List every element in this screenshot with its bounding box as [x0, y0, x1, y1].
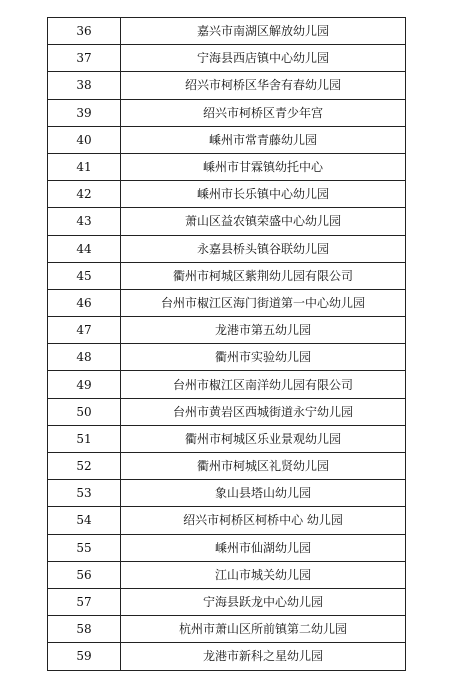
table-row	[48, 453, 406, 480]
row-number-cell: 38	[48, 72, 121, 99]
kindergarten-name-cell: 台州市椒江区海门街道第一中心幼儿园	[121, 289, 406, 316]
kindergarten-name-cell: 台州市椒江区南洋幼儿园有限公司	[121, 371, 406, 398]
row-number-cell: 51	[48, 425, 121, 452]
kindergarten-name-cell: 绍兴市柯桥区华舍有春幼儿园	[121, 72, 406, 99]
table-row	[48, 289, 406, 316]
kindergarten-name-cell: 宁海县西店镇中心幼儿园	[121, 45, 406, 72]
table-row	[48, 72, 406, 99]
kindergarten-name-cell: 衢州市柯城区礼贤幼儿园	[121, 453, 406, 480]
row-number-cell: 41	[48, 153, 121, 180]
row-number-cell: 40	[48, 126, 121, 153]
row-number-cell: 39	[48, 99, 121, 126]
kindergarten-name-cell: 象山县塔山幼儿园	[121, 480, 406, 507]
kindergarten-name-cell: 衢州市实验幼儿园	[121, 344, 406, 371]
row-number-cell: 57	[48, 588, 121, 615]
row-number-cell: 48	[48, 344, 121, 371]
table-row	[48, 344, 406, 371]
table-row	[48, 425, 406, 452]
row-number-cell: 49	[48, 371, 121, 398]
table-row	[48, 588, 406, 615]
kindergarten-name-cell: 嵊州市长乐镇中心幼儿园	[121, 181, 406, 208]
kindergarten-name-cell: 嵊州市常青藤幼儿园	[121, 126, 406, 153]
kindergarten-name-cell: 嘉兴市南湖区解放幼儿园	[121, 18, 406, 45]
kindergarten-name-cell: 绍兴市柯桥区青少年宫	[121, 99, 406, 126]
kindergarten-list-table	[47, 17, 406, 671]
row-number-cell: 45	[48, 262, 121, 289]
table-body	[48, 18, 406, 671]
kindergarten-name-cell: 永嘉县桥头镇谷联幼儿园	[121, 235, 406, 262]
row-number-cell: 42	[48, 181, 121, 208]
row-number-cell: 59	[48, 643, 121, 670]
kindergarten-name-cell: 绍兴市柯桥区柯桥中心 幼儿园	[121, 507, 406, 534]
table-row	[48, 262, 406, 289]
table-row	[48, 371, 406, 398]
table-row	[48, 561, 406, 588]
kindergarten-name-cell: 萧山区益农镇荣盛中心幼儿园	[121, 208, 406, 235]
kindergarten-name-cell: 衢州市柯城区紫荆幼儿园有限公司	[121, 262, 406, 289]
row-number-cell: 50	[48, 398, 121, 425]
table-row	[48, 208, 406, 235]
kindergarten-name-cell: 江山市城关幼儿园	[121, 561, 406, 588]
table-row	[48, 181, 406, 208]
row-number-cell: 52	[48, 453, 121, 480]
kindergarten-name-cell: 龙港市第五幼儿园	[121, 317, 406, 344]
kindergarten-name-cell: 台州市黄岩区西城街道永宁幼儿园	[121, 398, 406, 425]
row-number-cell: 53	[48, 480, 121, 507]
kindergarten-name-cell: 宁海县跃龙中心幼儿园	[121, 588, 406, 615]
table-row	[48, 18, 406, 45]
row-number-cell: 43	[48, 208, 121, 235]
table-row	[48, 534, 406, 561]
row-number-cell: 44	[48, 235, 121, 262]
table-row	[48, 99, 406, 126]
row-number-cell: 55	[48, 534, 121, 561]
row-number-cell: 58	[48, 616, 121, 643]
table-row	[48, 507, 406, 534]
table-row	[48, 126, 406, 153]
table-row	[48, 480, 406, 507]
row-number-cell: 56	[48, 561, 121, 588]
kindergarten-name-cell: 龙港市新科之星幼儿园	[121, 643, 406, 670]
kindergarten-name-cell: 嵊州市甘霖镇幼托中心	[121, 153, 406, 180]
table-row	[48, 317, 406, 344]
kindergarten-name-cell: 嵊州市仙湖幼儿园	[121, 534, 406, 561]
row-number-cell: 46	[48, 289, 121, 316]
table-row	[48, 616, 406, 643]
kindergarten-name-cell: 衢州市柯城区乐业景观幼儿园	[121, 425, 406, 452]
row-number-cell: 36	[48, 18, 121, 45]
table-row	[48, 643, 406, 670]
table-row	[48, 153, 406, 180]
row-number-cell: 54	[48, 507, 121, 534]
row-number-cell: 37	[48, 45, 121, 72]
table-row	[48, 45, 406, 72]
table-row	[48, 235, 406, 262]
kindergarten-name-cell: 杭州市萧山区所前镇第二幼儿园	[121, 616, 406, 643]
table-row	[48, 398, 406, 425]
row-number-cell: 47	[48, 317, 121, 344]
